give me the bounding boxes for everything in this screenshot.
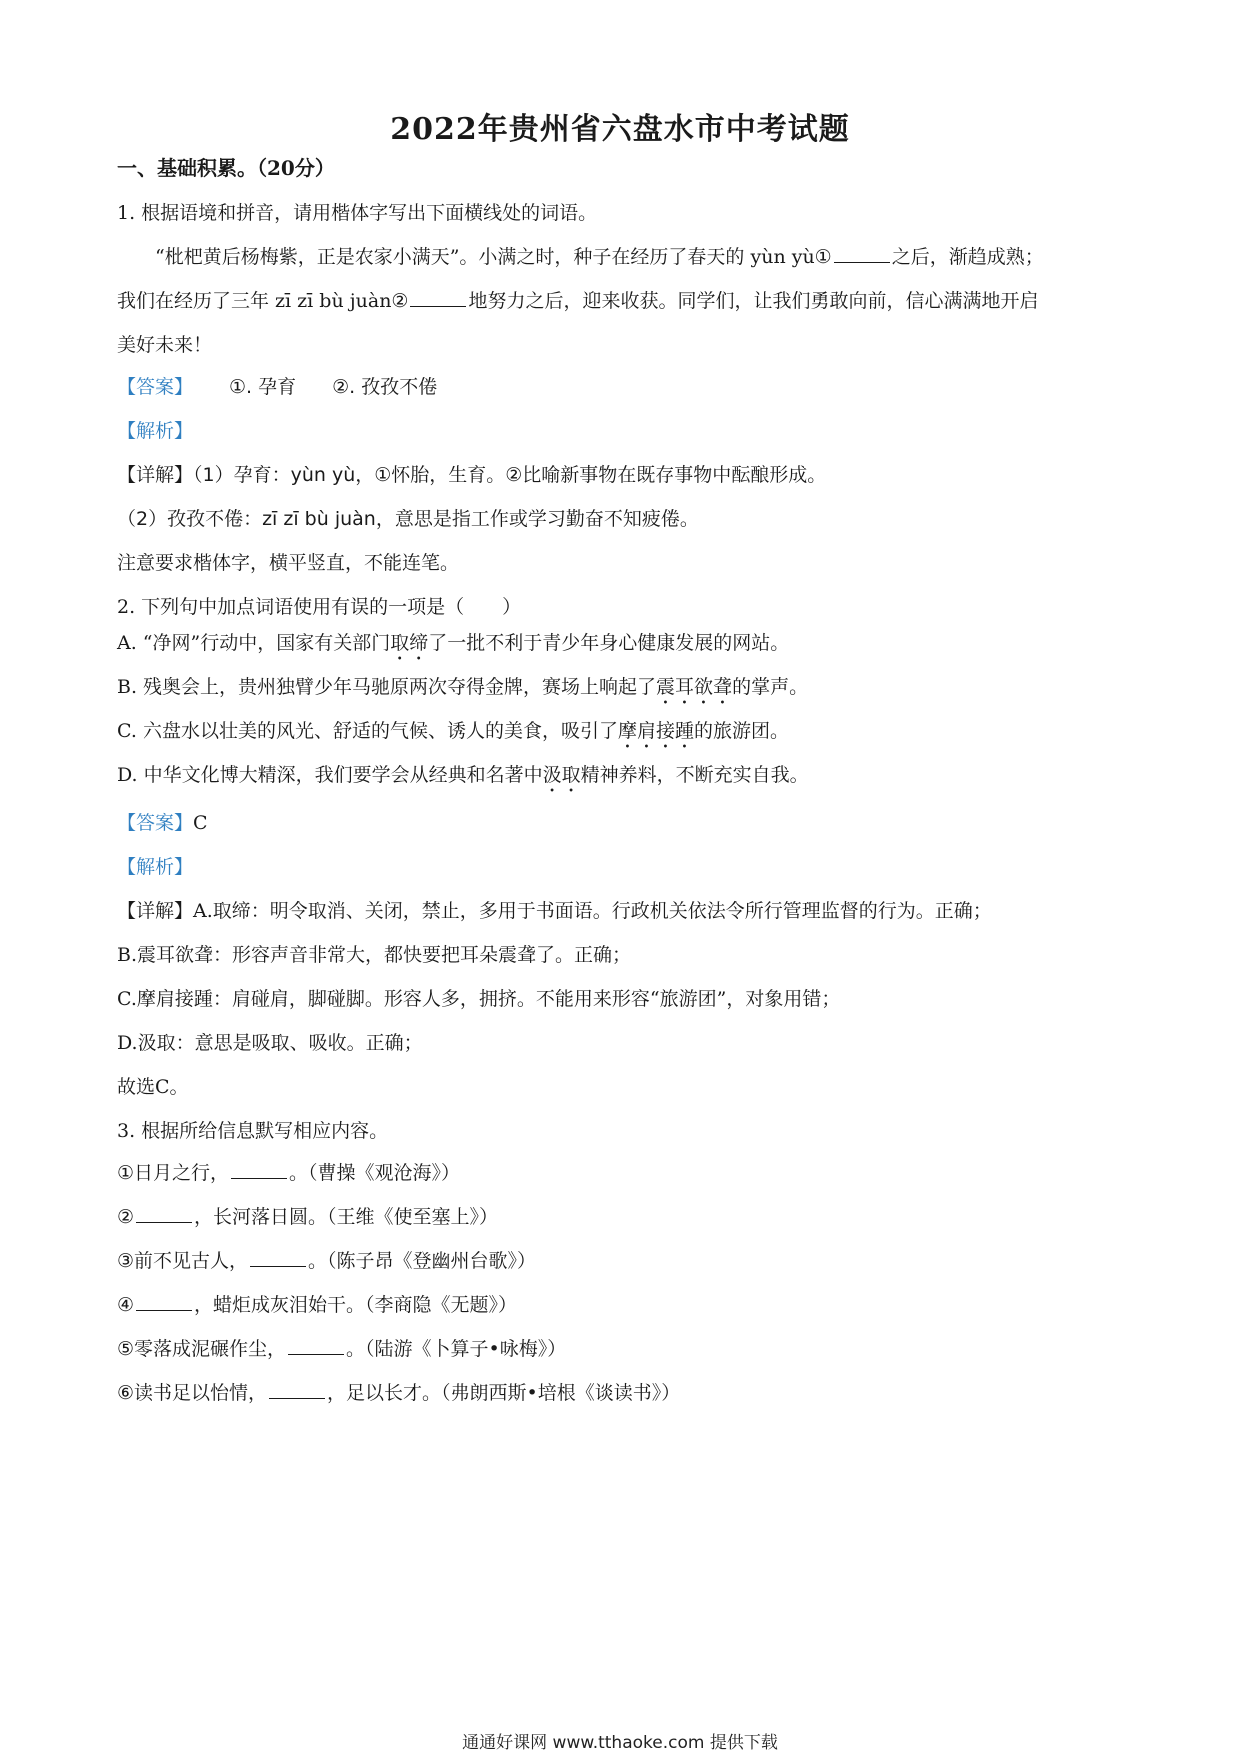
item-text: ②: [117, 1206, 135, 1228]
option-text: 的掌声。: [732, 676, 809, 698]
q3-item-3: [117, 1246, 536, 1273]
q2-detail-a: 【详解】A.取缔：明令取消、关闭，禁止，多用于书面语。行政机关依法令所行管理监督的行为。正确；: [117, 900, 992, 922]
q1-passage-text: 我们在经历了三年 zī zī bù juàn②: [117, 290, 409, 312]
q3-item-5: [117, 1334, 566, 1361]
answer-blank: [410, 305, 466, 307]
item-text: ③前不见古人，: [117, 1250, 249, 1272]
q1-passage-line-1: [155, 242, 1044, 269]
q1-passage-text: “枇杷黄后杨梅紫，正是农家小满天”。小满之时，种子在经历了春天的 yùn yù①: [155, 246, 832, 268]
dotted-word: 摩肩接踵: [617, 720, 694, 742]
option-text: 精神养料，不断充实自我。: [580, 764, 809, 786]
q2-prompt: 2. 下列句中加点词语使用有误的一项是（ ）: [117, 596, 522, 618]
answer-blank: [136, 1221, 192, 1223]
q1-passage-line-2: [117, 286, 1038, 313]
q1-detail: 【详解】（1）孕育：yùn yù，①怀胎，生育。②比喻新事物在既存事物中酝酿形成。: [117, 464, 827, 486]
q2-conclusion: 故选C。: [117, 1076, 189, 1098]
q3-item-4: [117, 1290, 517, 1317]
answer-blank: [269, 1397, 325, 1399]
dotted-word: 汲取: [542, 764, 581, 786]
option-text: 了一批不利于青少年身心健康发展的网站。: [428, 632, 790, 654]
q1-prompt: 1. 根据语境和拼音，请用楷体字写出下面横线处的词语。: [117, 202, 598, 224]
option-text: A. “净网”行动中，国家有关部门: [117, 632, 391, 654]
analysis-tag: 【解析】: [117, 856, 194, 878]
item-text: ④: [117, 1294, 135, 1316]
answer-blank: [250, 1265, 306, 1267]
option-text: D. 中华文化博大精深，我们要学会从经典和名著中: [117, 764, 543, 786]
item-text: 。（曹操《观沧海》）: [289, 1162, 461, 1184]
q1-passage-text: 地努力之后，迎来收获。同学们，让我们勇敢向前，信心满满地开启: [468, 290, 1039, 312]
q2-option-d: [117, 760, 809, 797]
answer-tag: 【答案】: [117, 376, 194, 398]
footer-watermark: 通通好课网 www.tthaoke.com 提供下载: [462, 1733, 778, 1753]
q2-option-a: [117, 628, 789, 665]
item-text: ，蜡炬成灰泪始干。（李商隐《无题》）: [194, 1294, 518, 1316]
q3-item-1: [117, 1158, 460, 1185]
page-title: 2022年贵州省六盘水市中考试题: [390, 112, 850, 147]
option-text: B. 残奥会上，贵州独臂少年马驰原两次夺得金牌，赛场上响起了: [117, 676, 657, 698]
q2-option-b: [117, 672, 808, 709]
option-text: C. 六盘水以壮美的风光、舒适的气候、诱人的美食，吸引了: [117, 720, 618, 742]
answer-blank: [288, 1353, 344, 1355]
answer-blank: [136, 1309, 192, 1311]
item-text: ⑤零落成泥碾作尘，: [117, 1338, 287, 1360]
q2-detail-b: B.震耳欲聋：形容声音非常大，都快要把耳朵震聋了。正确；: [117, 944, 632, 966]
item-text: 。（陈子昂《登幽州台歌》）: [308, 1250, 537, 1272]
answer-blank: [231, 1177, 287, 1179]
q2-answer: [117, 808, 208, 835]
dotted-word: 取缔: [390, 632, 429, 654]
analysis-tag: 【解析】: [117, 420, 194, 442]
item-text: ⑥读书足以怡情，: [117, 1382, 268, 1404]
answer-tag: 【答案】: [117, 812, 194, 834]
option-text: 的旅游团。: [693, 720, 789, 742]
answer-blank: [834, 261, 890, 263]
item-text: ，足以长才。（弗朗西斯•培根《谈读书》）: [327, 1382, 681, 1404]
q2-option-c: [117, 716, 789, 753]
q3-item-6: [117, 1378, 680, 1405]
q1-passage-line-3: 美好未来！: [117, 334, 213, 356]
q2-detail-d: D.汲取：意思是吸取、吸收。正确；: [117, 1032, 423, 1054]
q1-passage-text: 之后，渐趋成熟；: [891, 246, 1044, 268]
item-text: 。（陆游《卜算子•咏梅》）: [346, 1338, 567, 1360]
q1-detail-2: （2）孜孜不倦：zī zī bù juàn，意思是指工作或学习勤奋不知疲倦。: [117, 508, 699, 530]
q1-answer: [117, 372, 437, 399]
answer-item: ①. 孕育: [229, 376, 297, 398]
answer-value: C: [193, 812, 208, 834]
q2-detail-c: C.摩肩接踵：肩碰肩，脚碰脚。形容人多，拥挤。不能用来形容“旅游团”，对象用错；: [117, 988, 841, 1010]
dotted-word: 震耳欲聋: [656, 676, 733, 698]
answer-item: ②. 孜孜不倦: [332, 376, 438, 398]
section-heading: 一、基础积累。（20分）: [117, 156, 335, 180]
q3-item-2: [117, 1202, 498, 1229]
q3-prompt: 3. 根据所给信息默写相应内容。: [117, 1120, 389, 1142]
item-text: ①日月之行，: [117, 1162, 230, 1184]
item-text: ，长河落日圆。（王维《使至塞上》）: [194, 1206, 499, 1228]
q1-note: 注意要求楷体字，横平竖直，不能连笔。: [117, 552, 460, 574]
